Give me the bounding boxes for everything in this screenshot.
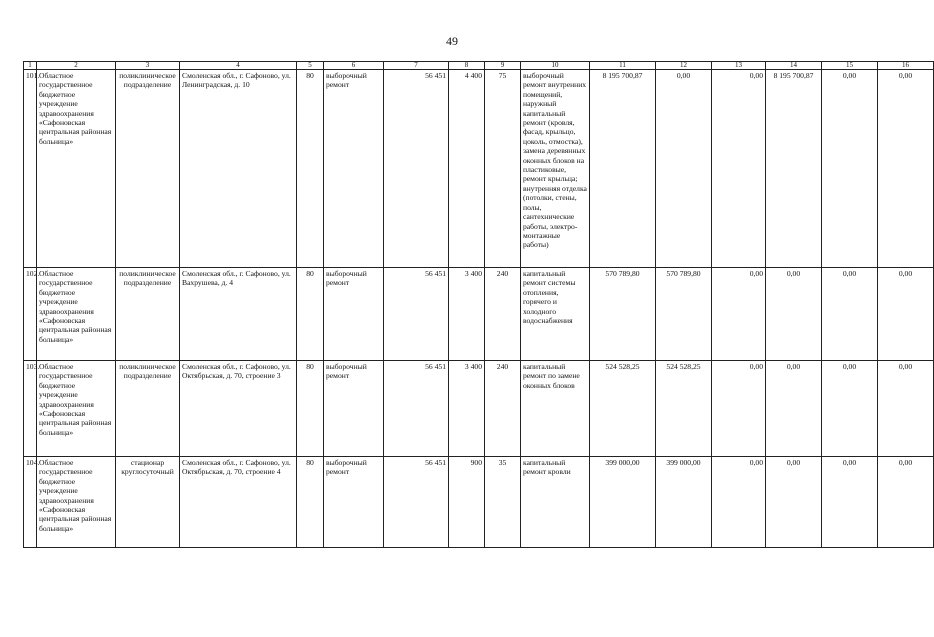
col-9-value: 35 [485, 457, 521, 548]
cost-col-14: 0,00 [766, 457, 822, 548]
page-number: 49 [446, 34, 458, 48]
cost-col-14: 0,00 [766, 361, 822, 457]
works-description: капитальный ремонт системы отопления, горячего и холодного водоснабжения [521, 268, 590, 361]
address: Смоленская обл., г. Сафоново, ул. Октябрьская, д. 70, строение 4 [180, 457, 297, 548]
organization-name: Областное государственное бюджетное учреждение здравоохранения «Сафоновская центральная районная больница» [37, 268, 116, 361]
row-number: 101. [24, 70, 37, 268]
col-7-value: 56 451 [384, 457, 449, 548]
header-cell: 6 [324, 62, 384, 70]
col-5-value: 80 [297, 268, 324, 361]
cost-col-14: 8 195 700,87 [766, 70, 822, 268]
subdivision: поликлиническое подразделение [116, 268, 180, 361]
col-9-value: 240 [485, 268, 521, 361]
header-cell: 14 [766, 62, 822, 70]
header-cell: 16 [878, 62, 934, 70]
cost-col-16: 0,00 [878, 361, 934, 457]
cost-col-16: 0,00 [878, 70, 934, 268]
total-cost: 570 789,80 [590, 268, 656, 361]
repair-type: выборочный ремонт [324, 457, 384, 548]
header-cell: 1 [24, 62, 37, 70]
works-description: выборочный ремонт внутренних помещений, наружный капитальный ремонт (кровля, фасад, крыльцо, цоколь, отмостка), замена деревянных оконных блоков на пластиковые, ремонт крыльца; внутренняя отделка (потолки, стены, полы, сантехнические работы, электро-монтажные работы) [521, 70, 590, 268]
col-5-value: 80 [297, 70, 324, 268]
col-5-value: 80 [297, 361, 324, 457]
table-row [24, 457, 934, 548]
cost-col-15: 0,00 [822, 268, 878, 361]
total-cost: 399 000,00 [590, 457, 656, 548]
cost-col-16: 0,00 [878, 268, 934, 361]
cost-col-15: 0,00 [822, 457, 878, 548]
header-cell: 4 [180, 62, 297, 70]
row-number: 103. [24, 361, 37, 457]
cost-col-13: 0,00 [712, 268, 766, 361]
col-7-value: 56 451 [384, 70, 449, 268]
header-cell: 15 [822, 62, 878, 70]
col-7-value: 56 451 [384, 268, 449, 361]
repair-type: выборочный ремонт [324, 268, 384, 361]
header-cell: 2 [37, 62, 116, 70]
subdivision: поликлиническое подразделение [116, 361, 180, 457]
cost-col-12: 524 528,25 [656, 361, 712, 457]
organization-name: Областное государственное бюджетное учреждение здравоохранения «Сафоновская центральная районная больница» [37, 361, 116, 457]
cost-col-12: 0,00 [656, 70, 712, 268]
total-cost: 524 528,25 [590, 361, 656, 457]
col-8-value: 3 400 [449, 361, 485, 457]
cost-col-13: 0,00 [712, 361, 766, 457]
cost-col-15: 0,00 [822, 70, 878, 268]
address: Смоленская обл., г. Сафоново, ул. Ленинградская, д. 10 [180, 70, 297, 268]
address: Смоленская обл., г. Сафоново, ул. Вахрушева, д. 4 [180, 268, 297, 361]
header-cell: 11 [590, 62, 656, 70]
cost-col-13: 0,00 [712, 457, 766, 548]
address: Смоленская обл., г. Сафоново, ул. Октябрьская, д. 70, строение 3 [180, 361, 297, 457]
subdivision: поликлиническое подразделение [116, 70, 180, 268]
cost-col-15: 0,00 [822, 361, 878, 457]
organization-name: Областное государственное бюджетное учреждение здравоохранения «Сафоновская центральная районная больница» [37, 457, 116, 548]
works-description: капитальный ремонт по замене оконных блоков [521, 361, 590, 457]
col-5-value: 80 [297, 457, 324, 548]
table-row [24, 361, 934, 457]
cost-col-16: 0,00 [878, 457, 934, 548]
subdivision: стационар круглосуточный [116, 457, 180, 548]
table-row [24, 268, 934, 361]
repair-type: выборочный ремонт [324, 361, 384, 457]
cost-col-12: 399 000,00 [656, 457, 712, 548]
col-7-value: 56 451 [384, 361, 449, 457]
header-cell: 3 [116, 62, 180, 70]
col-8-value: 4 400 [449, 70, 485, 268]
cost-col-14: 0,00 [766, 268, 822, 361]
header-cell: 10 [521, 62, 590, 70]
repair-type: выборочный ремонт [324, 70, 384, 268]
col-9-value: 75 [485, 70, 521, 268]
table-row [24, 70, 934, 268]
header-cell: 8 [449, 62, 485, 70]
col-9-value: 240 [485, 361, 521, 457]
works-description: капитальный ремонт кровли [521, 457, 590, 548]
cost-col-12: 570 789,80 [656, 268, 712, 361]
header-cell: 13 [712, 62, 766, 70]
header-cell: 7 [384, 62, 449, 70]
cost-col-13: 0,00 [712, 70, 766, 268]
col-8-value: 900 [449, 457, 485, 548]
row-number: 102. [24, 268, 37, 361]
total-cost: 8 195 700,87 [590, 70, 656, 268]
row-number: 104. [24, 457, 37, 548]
organization-name: Областное государственное бюджетное учреждение здравоохранения «Сафоновская центральная районная больница» [37, 70, 116, 268]
header-cell: 12 [656, 62, 712, 70]
column-number-row [24, 62, 934, 70]
repair-program-table [23, 61, 934, 548]
col-8-value: 3 400 [449, 268, 485, 361]
header-cell: 9 [485, 62, 521, 70]
header-cell: 5 [297, 62, 324, 70]
